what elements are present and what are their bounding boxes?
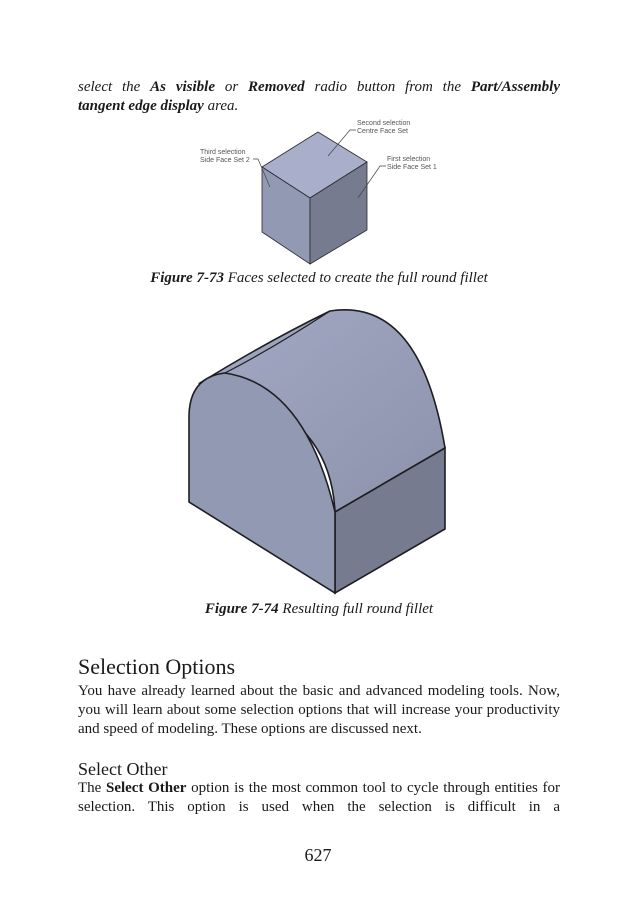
caption-text: Faces selected to create the full round fillet [223,270,488,286]
figure-7-73-caption [78,270,560,287]
section-heading: Selection Options [78,654,236,679]
body-rest: option is the most common tool to cycle through entities for selection. This option is used when the selection is difficult in a [78,780,560,815]
figure-7-74-fillet [180,305,455,600]
intro-bold-part-assembly: Part/Assembly [470,79,561,95]
caption-label: Figure 7-74 [204,601,279,617]
label-second-selection: Second selection [357,120,411,127]
figure-7-74-caption [78,601,560,618]
intro-text: radio button from the [314,79,461,95]
figure-7-73-cube [190,112,450,268]
intro-line-1 [78,78,560,97]
intro-bold-tangent-edge-display: tangent edge display [78,98,204,114]
label-first-selection: First selection [387,156,431,163]
label-side-face-set-1: Side Face Set 1 [387,164,437,171]
caption-label: Figure 7-73 [150,270,224,286]
intro-text: or [224,79,239,95]
subsection-body [78,779,560,817]
label-centre-face-set: Centre Face Set [357,128,408,135]
intro-text: select the [78,79,141,95]
caption-text: Resulting full round fillet [278,601,434,617]
intro-bold-as-visible: As visible [150,79,215,95]
page-number: 627 [304,845,332,865]
subsection-heading: Select Other [78,759,168,779]
section-body: You have already learned about the basic and advanced modeling tools. Now, you will learn about some selection options that will increase your productivity and speed of modeling. These options are discussed next. [78,683,560,737]
label-side-face-set-2: Side Face Set 2 [200,157,250,164]
intro-text: area. [207,98,239,114]
label-third-selection: Third selection [200,149,246,156]
body-bold-select-other: Select Other [105,780,187,796]
intro-paragraph [78,78,560,116]
intro-bold-removed: Removed [248,79,305,95]
body-prefix: The [78,780,102,796]
